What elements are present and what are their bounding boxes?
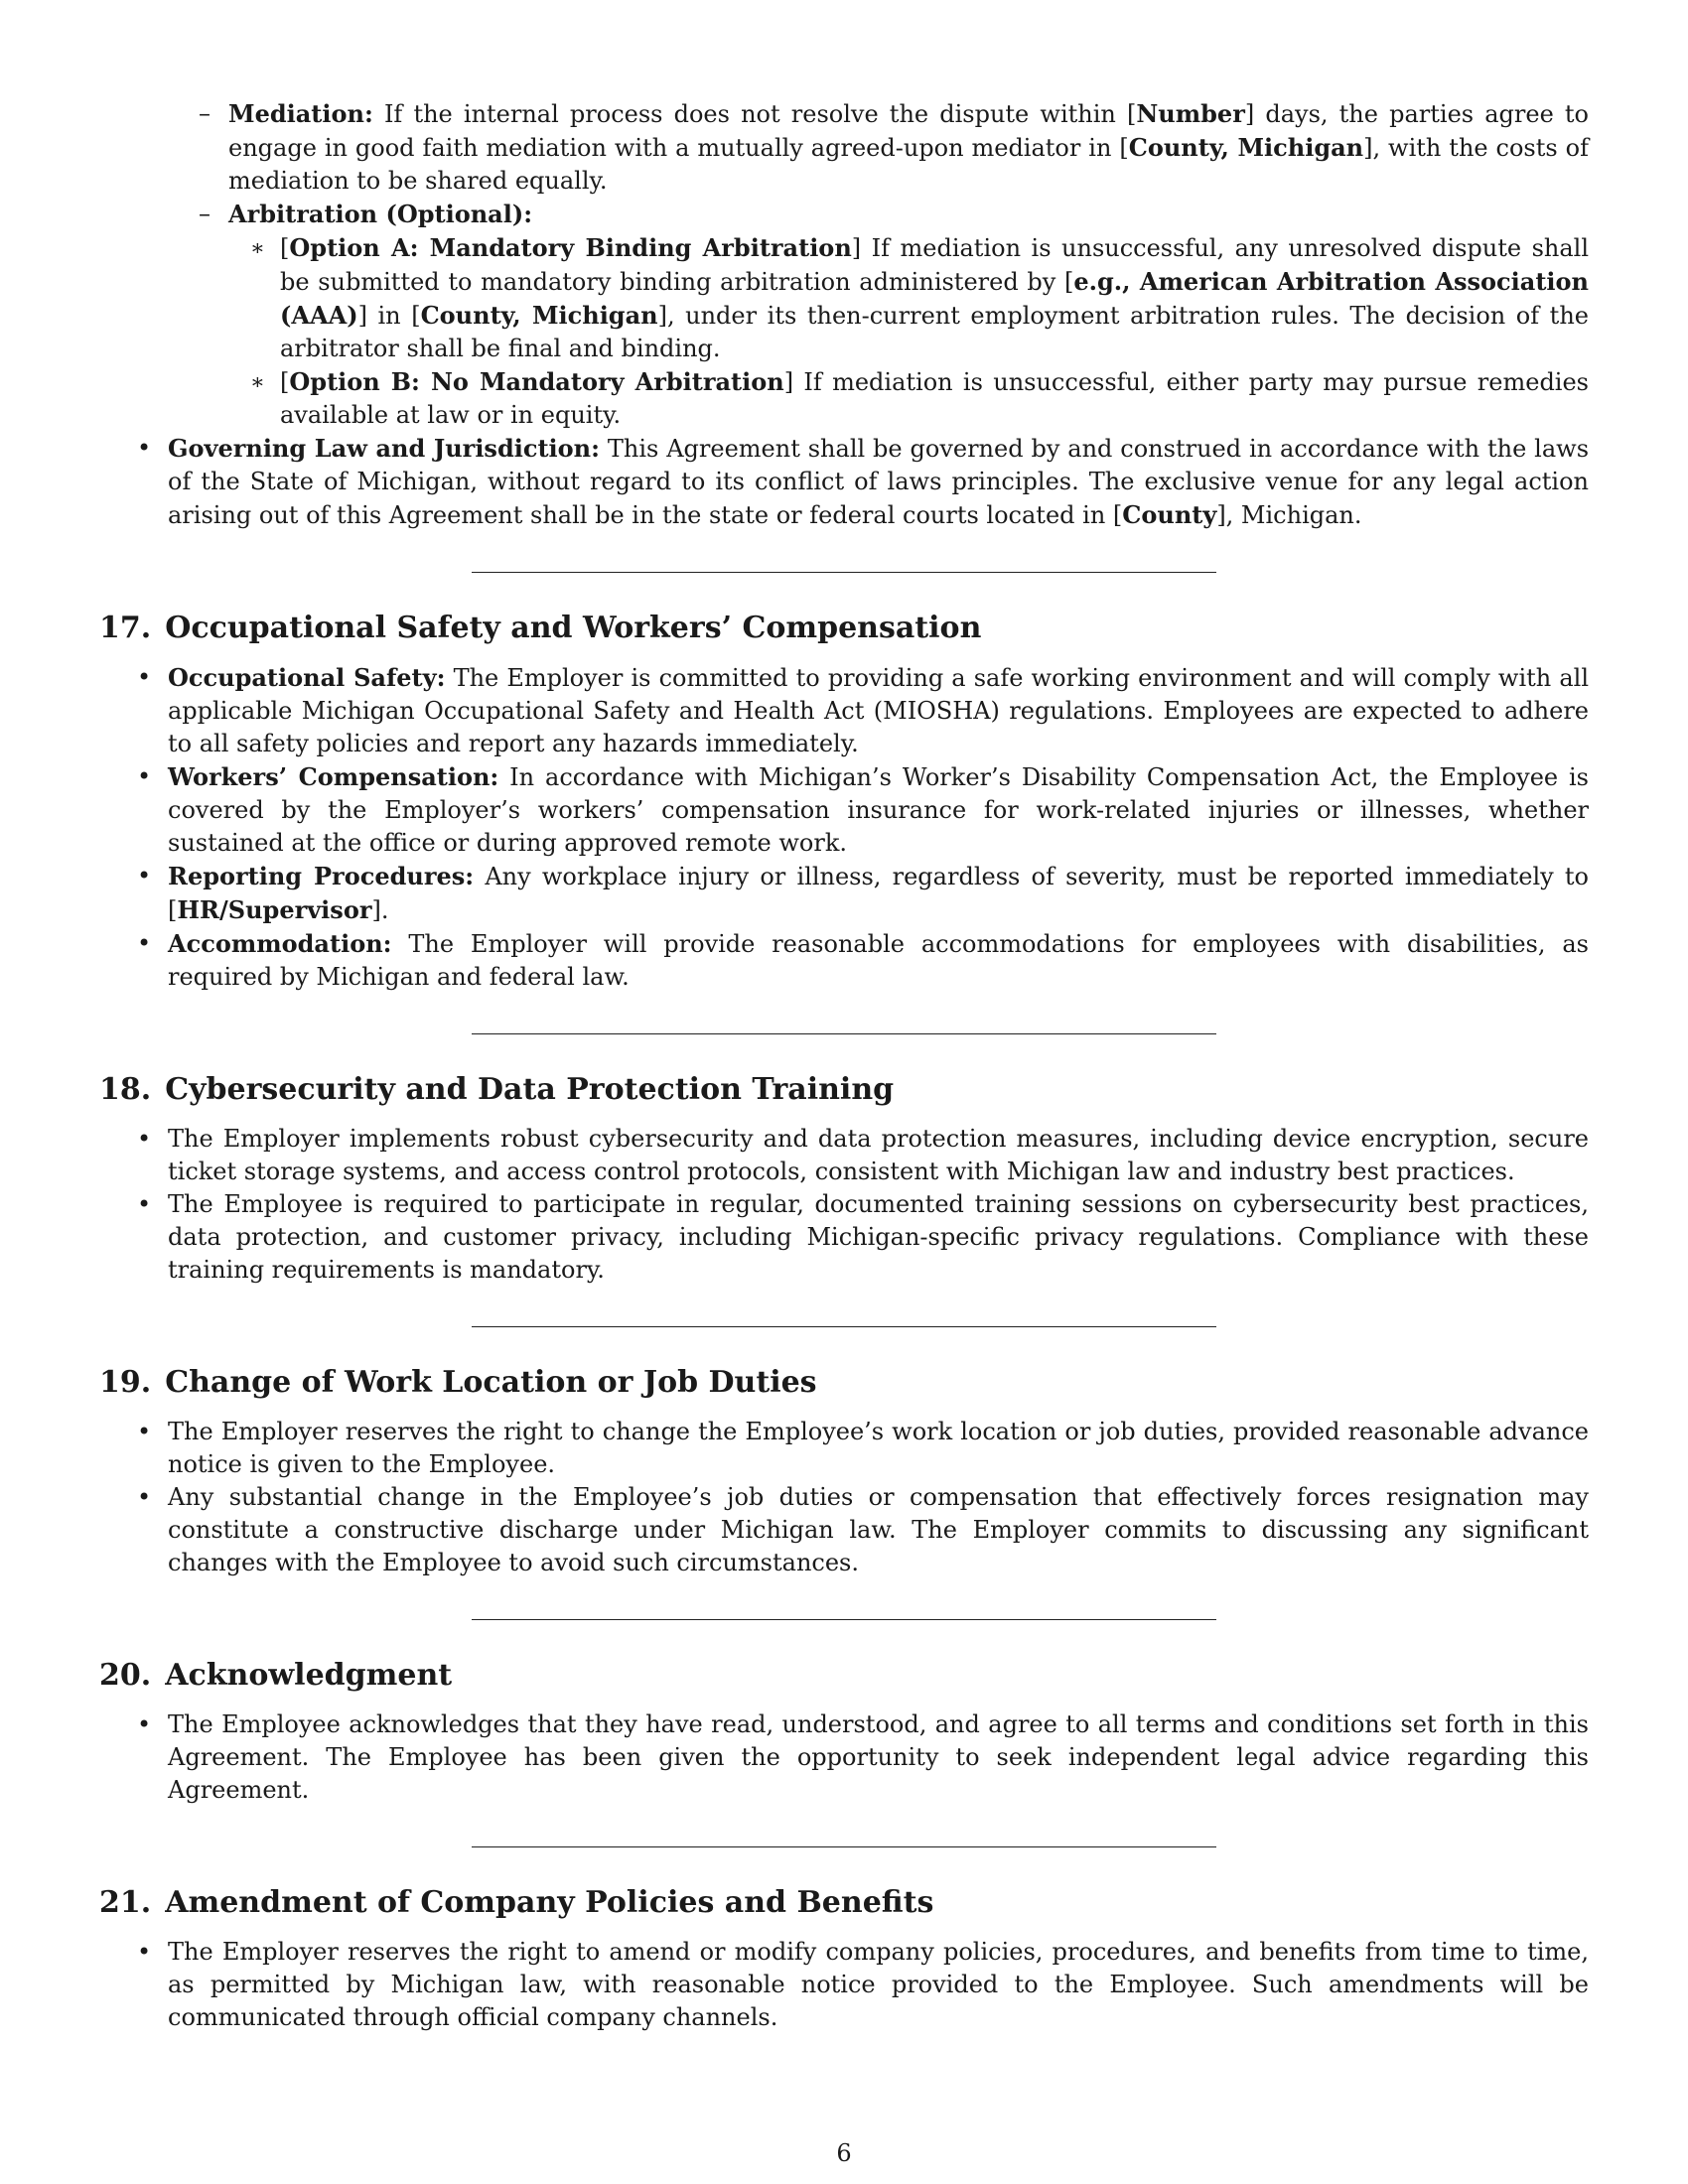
section-divider [472,1326,1216,1327]
list-item: • Accommodation: The Employer will provide reasonable accommodations for employees with disabilities, as required by Michigan and federal law. [168,927,1589,994]
section-21-list [99,1936,1589,2034]
section-divider [472,1846,1216,1847]
arbitration-item: – Arbitration (Optional): ∗ [Option A: Mandatory Binding Arbitration] If mediation is unsuccessful, any unresolved dispute shall be submitted to mandatory binding arbitration administered by [e.g., American Arbitration Association (AAA)] in [County, Michigan], under its then-current employment arbitration rules. The decision of the arbitrator shall be final and binding. ∗ [Option B: No Mandatory Arbitration] If mediation is unsuccessful, either party may pursue remedies available at law or in equity. [228,198,1589,432]
governing-law-item: • Governing Law and Jurisdiction: This Agreement shall be governed by and construed in accordance with the laws of the State of Michigan, without regard to its conflict of laws principles. The exclusive venue for any legal action arising out of this Agreement shall be in the state or federal courts located in [County], Michigan. [168,432,1589,532]
section-heading-18: 18. Cybersecurity and Data Protection Training [99,1072,895,1107]
page-content [99,97,1589,2034]
list-item: • The Employee is required to participate in regular, documented training sessions on cybersecurity best practices, data protection, and customer privacy, including Michigan-specific privacy regulations. Compliance with these training requirements is mandatory. [168,1188,1589,1287]
list-item: • The Employer implements robust cybersecurity and data protection measures, including device encryption, secure ticket storage systems, and access control protocols, consistent with Michigan law and industry best practices. [168,1123,1589,1188]
dispute-resolution-sublist [99,97,1589,432]
section-18-list [99,1123,1589,1287]
section-heading-19: 19. Change of Work Location or Job Duties [99,1365,817,1400]
option-a-item: ∗ [Option A: Mandatory Binding Arbitration] If mediation is unsuccessful, any unresolved dispute shall be submitted to mandatory binding arbitration administered by [e.g., American Arbitration Association (AAA)] in [County, Michigan], under its then-current employment arbitration rules. The decision of the arbitrator shall be final and binding. [280,231,1589,365]
option-b-item: ∗ [Option B: No Mandatory Arbitration] If mediation is unsuccessful, either party may pursue remedies available at law or in equity. [280,365,1589,432]
list-item: • Reporting Procedures: Any workplace injury or illness, regardless of severity, must be reported immediately to [HR/Supervisor]. [168,860,1589,927]
list-item: • Occupational Safety: The Employer is committed to providing a safe working environment and will comply with all applicable Michigan Occupational Safety and Health Act (MIOSHA) regulations. Employees are expected to adhere to all safety policies and report any hazards immediately. [168,661,1589,760]
list-item: • The Employee acknowledges that they have read, understood, and agree to all terms and conditions set forth in this Agreement. The Employee has been given the opportunity to seek independent legal advice regarding this Agreement. [168,1708,1589,1807]
section-17-list [99,661,1589,994]
section-heading-17: 17. Occupational Safety and Workers’ Compensation [99,611,982,645]
section-20-list [99,1708,1589,1807]
section-divider [472,572,1216,573]
arbitration-options [228,231,1589,432]
page-number: 6 [836,2139,852,2167]
list-item: • The Employer reserves the right to amend or modify company policies, procedures, and benefits from time to time, as permitted by Michigan law, with reasonable notice provided to the Employee. Such amendments will be communicated through official company channels. [168,1936,1589,2034]
mediation-item: – Mediation: If the internal process does not resolve the dispute within [Number] days, the parties agree to engage in good faith mediation with a mutually agreed-upon mediator in [County, Michigan], with the costs of mediation to be shared equally. [228,97,1589,198]
list-item: • Workers’ Compensation: In accordance with Michigan’s Worker’s Disability Compensation Act, the Employee is covered by the Employer’s workers’ compensation insurance for work-related injuries or illnesses, whether sustained at the office or during approved remote work. [168,760,1589,860]
section-19-list [99,1416,1589,1579]
section-heading-20: 20. Acknowledgment [99,1658,453,1693]
section-divider [472,1033,1216,1034]
list-item: • The Employer reserves the right to change the Employee’s work location or job duties, provided reasonable advance notice is given to the Employee. [168,1416,1589,1481]
list-item: • Any substantial change in the Employee’s job duties or compensation that effectively forces resignation may constitute a constructive discharge under Michigan law. The Employer commits to discussing any significant changes with the Employee to avoid such circumstances. [168,1481,1589,1579]
section-heading-21: 21. Amendment of Company Policies and Benefits [99,1885,934,1920]
governing-law-list [99,432,1589,532]
section-divider [472,1619,1216,1620]
